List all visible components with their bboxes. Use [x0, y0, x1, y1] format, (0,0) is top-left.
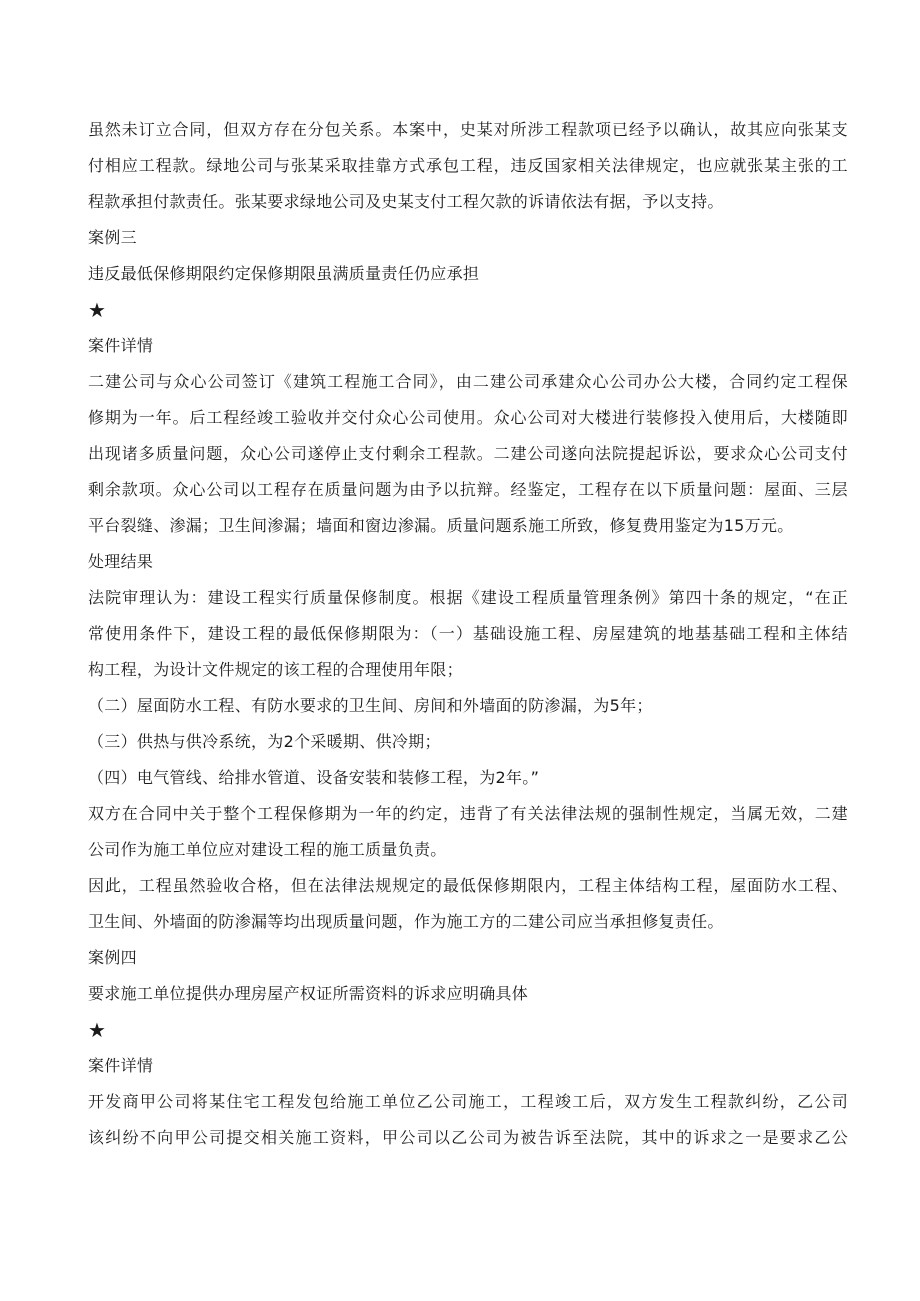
text-line: 违反最低保修期限约定保修期限虽满质量责任仍应承担 [88, 264, 480, 283]
text-line: 案例三 [88, 228, 137, 247]
text-line: 二建公司与众心公司签订《建筑工程施工合同》，由二建公司承建众心公司办公大楼，合同约定工程保 [88, 372, 848, 391]
star-icon: ★ [88, 298, 107, 322]
text-line: 该纠纷不向甲公司提交相关施工资料，甲公司以乙公司为被告诉至法院，其中的诉求之一是要求乙公 [88, 1128, 848, 1147]
text-line: 案件详情 [88, 336, 154, 355]
text-line: 剩余款项。众心公司以工程存在质量问题为由予以抗辩。经鉴定，工程存在以下质量问题：屋面、三层 [88, 480, 848, 499]
text-line: 处理结果 [88, 552, 154, 571]
text-line: 常使用条件下，建设工程的最低保修期限为：（一）基础设施工程、房屋建筑的地基基础工程和主体结 [88, 624, 848, 643]
text-line: 公司作为施工单位应对建设工程的施工质量负责。 [88, 840, 447, 859]
text-line: （三）供热与供冷系统，为2个采暖期、供冷期； [88, 732, 441, 751]
text-line: 构工程，为设计文件规定的该工程的合理使用年限； [88, 660, 463, 679]
text-line: 修期为一年。后工程经竣工验收并交付众心公司使用。众心公司对大楼进行装修投入使用后，大楼随即 [88, 408, 848, 427]
text-line: 开发商甲公司将某住宅工程发包给施工单位乙公司施工，工程竣工后，双方发生工程款纠纷，乙公司 [88, 1092, 848, 1111]
text-line: 要求施工单位提供办理房屋产权证所需资料的诉求应明确具体 [88, 984, 529, 1003]
text-line: 双方在合同中关于整个工程保修期为一年的约定，违背了有关法律法规的强制性规定，当属无效，二建 [88, 804, 848, 823]
text-line: 平台裂缝、渗漏；卫生间渗漏；墙面和窗边渗漏。质量问题系施工所致，修复费用鉴定为15万元。 [88, 516, 794, 535]
text-line: 法院审理认为：建设工程实行质量保修制度。根据《建设工程质量管理条例》第四十条的规定，“在正 [88, 588, 848, 607]
text-line: 付相应工程款。绿地公司与张某采取挂靠方式承包工程，违反国家相关法律规定，也应就张某主张的工 [88, 156, 848, 175]
text-line: 程款承担付款责任。张某要求绿地公司及史某支付工程欠款的诉请依法有据，予以支持。 [88, 192, 724, 211]
text-line: 因此，工程虽然验收合格，但在法律法规规定的最低保修期限内，工程主体结构工程，屋面防水工程、 [88, 876, 848, 895]
document-page [88, 112, 848, 1156]
text-line: 案件详情 [88, 1056, 154, 1075]
text-line: 卫生间、外墙面的防渗漏等均出现质量问题，作为施工方的二建公司应当承担修复责任。 [88, 912, 724, 931]
text-line: （四）电气管线、给排水管道、设备安装和装修工程，为2年。” [88, 768, 540, 787]
text-line: 案例四 [88, 948, 137, 967]
star-icon: ★ [88, 1018, 107, 1042]
text-line: 虽然未订立合同，但双方存在分包关系。本案中，史某对所涉工程款项已经予以确认，故其应向张某支 [88, 120, 848, 139]
text-line: 出现诸多质量问题，众心公司遂停止支付剩余工程款。二建公司遂向法院提起诉讼，要求众心公司支付 [88, 444, 848, 463]
text-line: （二）屋面防水工程、有防水要求的卫生间、房间和外墙面的防渗漏，为5年； [88, 696, 653, 715]
